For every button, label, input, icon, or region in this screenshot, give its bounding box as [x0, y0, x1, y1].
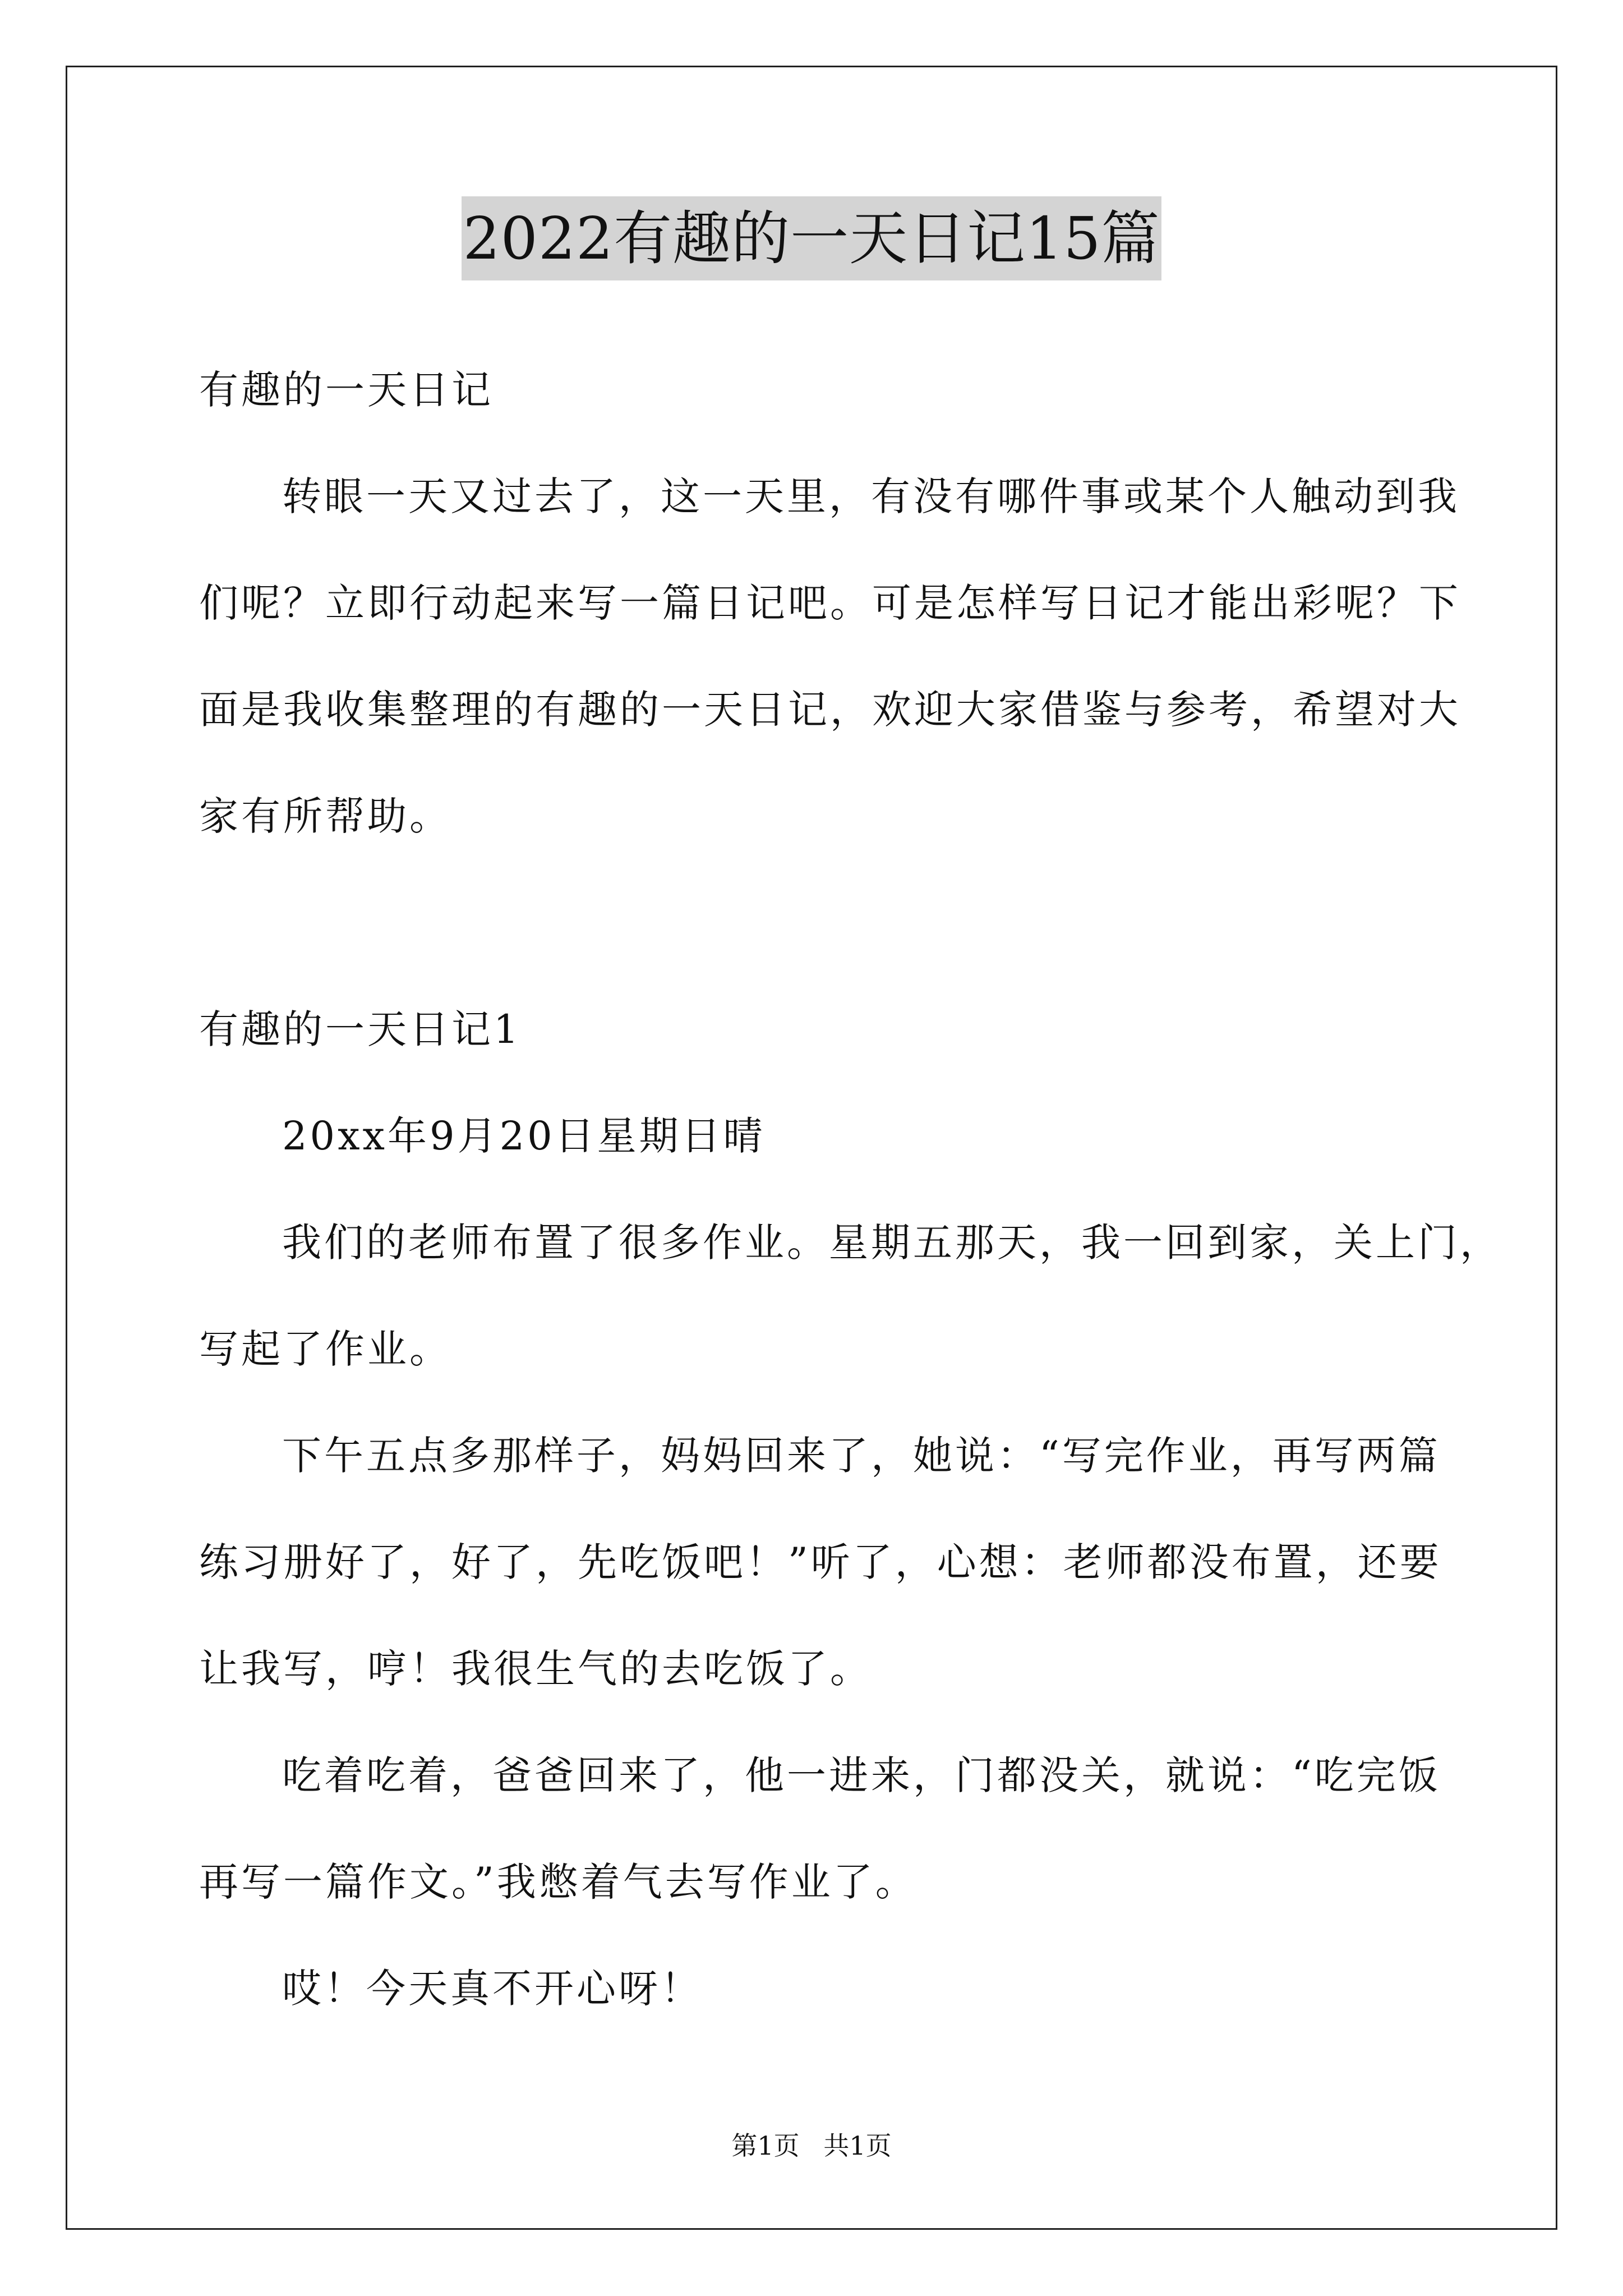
paragraph-line: 哎！今天真不开心呀！ [282, 1966, 703, 2012]
paragraph-line: 写起了作业。 [199, 1326, 451, 1372]
diary-date-line: 20xx年9月20日星期日晴 [282, 1113, 766, 1159]
paragraph-line: 家有所帮助。 [199, 793, 451, 839]
paragraph-line: 让我写，哼！我很生气的去吃饭了。 [199, 1646, 872, 1692]
title-container [0, 196, 1623, 280]
page-number: 第1页 [731, 2131, 800, 2161]
paragraph-line: 面是我收集整理的有趣的一天日记，欢迎大家借鉴与参考，希望对大 [199, 687, 1461, 733]
document-body [199, 337, 1502, 2042]
paragraph-line: 再写一篇作文。”我憋着气去写作业了。 [199, 1859, 917, 1905]
section-heading: 有趣的一天日记1 [199, 1006, 522, 1052]
paragraph-line: 练习册好了，好了，先吃饭吧！”听了，心想：老师都没布置，还要 [199, 1539, 1442, 1585]
paragraph-line: 们呢？立即行动起来写一篇日记吧。可是怎样写日记才能出彩呢？下 [199, 580, 1461, 626]
paragraph-line: 转眼一天又过去了，这一天里，有没有哪件事或某个人触动到我 [282, 473, 1460, 519]
paragraph-line: 下午五点多那样子，妈妈回来了，她说：“写完作业，再写两篇 [282, 1433, 1441, 1479]
section-heading: 有趣的一天日记 [199, 367, 494, 413]
blank-line [199, 869, 1467, 976]
page-footer [0, 2129, 1623, 2162]
paragraph-line: 我们的老师布置了很多作业。星期五那天，我一回到家，关上门， [282, 1220, 1502, 1266]
document-title: 2022有趣的一天日记15篇 [462, 196, 1161, 280]
paragraph-line: 吃着吃着，爸爸回来了，他一进来，门都没关，就说：“吃完饭 [282, 1752, 1441, 1798]
page-total: 共1页 [823, 2131, 892, 2161]
